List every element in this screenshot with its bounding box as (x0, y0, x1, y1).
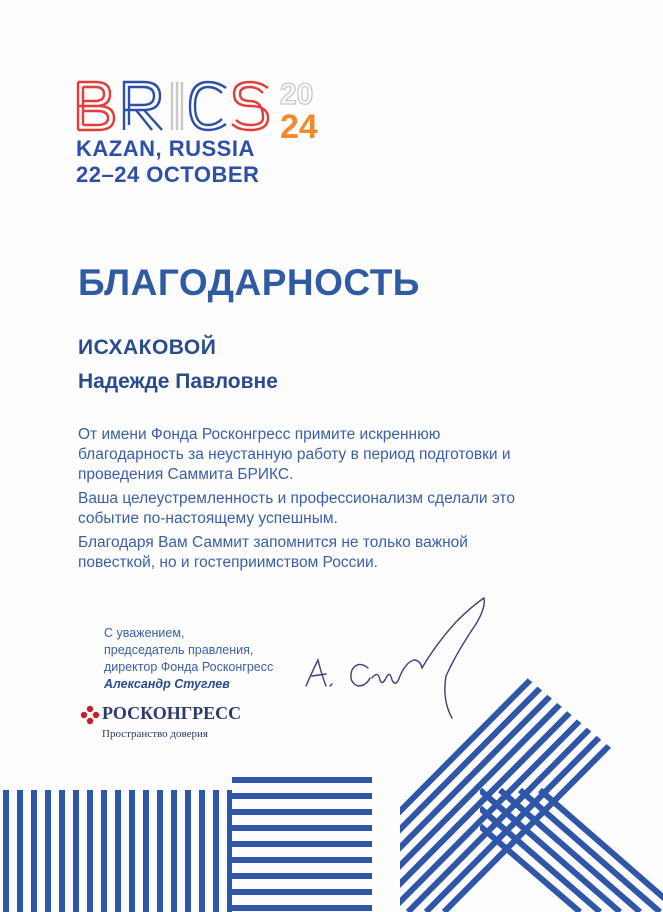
signatory-name: Александр Стуглев (104, 677, 230, 691)
signature-line-1: С уважением, (104, 626, 185, 640)
recipient-given-name: Надежде Павловне (78, 370, 278, 393)
roscongress-name: РОСКОНГРЕСС (102, 703, 242, 723)
brics-logo (74, 76, 354, 186)
signature-line-3: директор Фонда Росконгресс (104, 660, 274, 674)
brics-year-icon (74, 76, 354, 138)
document-title: БЛАГОДАРНОСТЬ (78, 262, 420, 303)
logo-year-bottom: 24 (280, 108, 318, 138)
blue-striped-pattern-icon (0, 660, 663, 912)
body-paragraph-2: Ваша целеустремленность и профессионализм сделали это событие по-настоящему успешным. (78, 490, 515, 527)
body-paragraph-1: От имени Фонда Росконгресс примите искреннюю благодарность за неустанную работу в период подготовки и проведения Саммита БРИКС. (78, 426, 511, 483)
logo-dates: 22–24 OCTOBER (76, 162, 260, 187)
logo-city: KAZAN, RUSSIA (76, 136, 255, 161)
roscongress-tagline: Пространство доверия (102, 728, 208, 740)
letter-body (78, 425, 518, 577)
logo-year-top: 20 (280, 78, 314, 111)
recipient-surname: ИСХАКОВОЙ (78, 336, 217, 359)
signature-line-2: председатель правления, (104, 643, 254, 657)
body-paragraph-3: Благодаря Вам Саммит запомнится не только важной повесткой, но и гостеприимством России. (78, 534, 468, 571)
